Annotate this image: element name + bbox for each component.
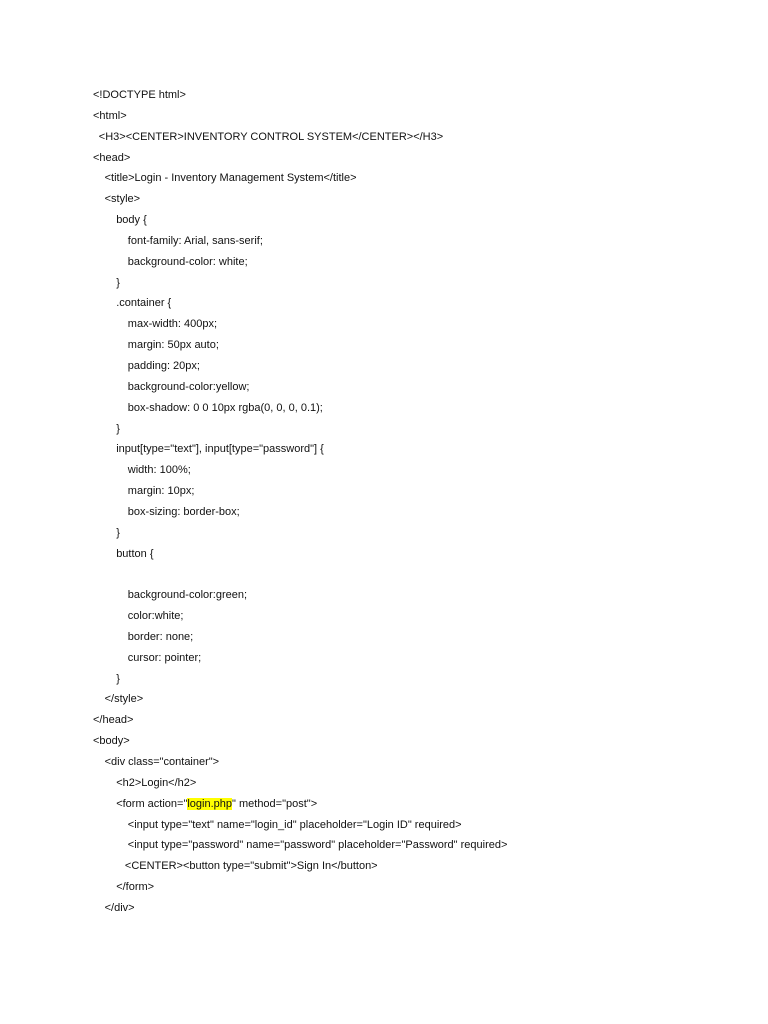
code-text: background-color: white; bbox=[127, 255, 248, 268]
code-text: <body> bbox=[93, 735, 130, 748]
code-text: } bbox=[116, 276, 120, 289]
code-text: width: 100%; bbox=[127, 464, 191, 477]
code-line bbox=[93, 314, 507, 335]
code-line bbox=[93, 523, 507, 544]
code-text: <div class="container"> bbox=[104, 756, 220, 768]
code-text: <style> bbox=[104, 193, 141, 206]
code-text: box-shadow: 0 0 10px rgba(0, 0, 0, 0.1); bbox=[127, 401, 323, 414]
code-text: color:white; bbox=[127, 610, 184, 623]
code-text: <input type="text" name="login_id" placeholder="Login ID" required> bbox=[127, 818, 462, 831]
code-text: <head> bbox=[93, 151, 131, 164]
code-text: <title>Login - Inventory Management System</title> bbox=[104, 172, 357, 185]
code-text: .container { bbox=[116, 297, 172, 310]
code-text: </form> bbox=[116, 881, 155, 894]
code-text: max-width: 400px; bbox=[127, 318, 218, 331]
code-text: margin: 10px; bbox=[127, 485, 195, 498]
code-line bbox=[93, 106, 507, 127]
code-line bbox=[93, 398, 507, 419]
code-line bbox=[93, 710, 507, 731]
code-text: <H3><CENTER>INVENTORY CONTROL SYSTEM</CENTER></H3> bbox=[98, 130, 444, 143]
code-line bbox=[93, 127, 507, 148]
code-text: <!DOCTYPE html> bbox=[93, 89, 186, 101]
code-text: button { bbox=[116, 547, 154, 560]
code-line bbox=[93, 231, 507, 252]
code-text: border: none; bbox=[127, 630, 194, 643]
code-line bbox=[93, 293, 507, 314]
code-line bbox=[93, 189, 507, 210]
code-text: } bbox=[116, 526, 120, 539]
code-line bbox=[93, 669, 507, 690]
code-line bbox=[93, 273, 507, 294]
code-text: <html> bbox=[93, 109, 127, 122]
code-text: background-color:yellow; bbox=[127, 380, 250, 393]
code-line bbox=[93, 773, 507, 794]
code-line bbox=[93, 168, 507, 189]
code-text: box-sizing: border-box; bbox=[127, 505, 240, 518]
code-line bbox=[93, 877, 507, 898]
code-line bbox=[93, 335, 507, 356]
code-line bbox=[93, 585, 507, 606]
code-line bbox=[93, 544, 507, 565]
code-text: <input type="password" name="password" placeholder="Password" required> bbox=[127, 839, 508, 852]
code-line bbox=[93, 689, 507, 710]
code-line bbox=[93, 481, 507, 502]
code-text: font-family: Arial, sans-serif; bbox=[127, 234, 263, 247]
code-line bbox=[93, 419, 507, 440]
code-text: </head> bbox=[93, 714, 134, 727]
code-line bbox=[93, 502, 507, 523]
code-line bbox=[93, 815, 507, 836]
code-text: " method="post"> bbox=[232, 797, 318, 810]
code-text: </style> bbox=[104, 693, 144, 706]
code-line bbox=[93, 377, 507, 398]
code-text: cursor: pointer; bbox=[127, 651, 202, 664]
code-line bbox=[93, 856, 507, 877]
code-line bbox=[93, 210, 507, 231]
code-text: </div> bbox=[104, 901, 135, 914]
code-text: input[type="text"], input[type="password"] { bbox=[116, 443, 324, 456]
code-line bbox=[93, 794, 507, 815]
code-text: } bbox=[116, 422, 120, 435]
code-line bbox=[93, 898, 507, 919]
highlighted-text: login.php bbox=[187, 797, 233, 810]
code-text: padding: 20px; bbox=[127, 359, 200, 372]
code-listing bbox=[93, 85, 507, 919]
code-text: <CENTER><button type="submit">Sign In</button> bbox=[124, 860, 378, 873]
code-line bbox=[93, 564, 507, 585]
code-text: <form action=" bbox=[116, 797, 188, 810]
code-line bbox=[93, 627, 507, 648]
code-line bbox=[93, 85, 507, 106]
code-text: <h2>Login</h2> bbox=[116, 776, 197, 789]
code-text: margin: 50px auto; bbox=[127, 339, 219, 352]
code-line bbox=[93, 731, 507, 752]
code-line bbox=[93, 606, 507, 627]
code-line bbox=[93, 752, 507, 773]
code-line bbox=[93, 439, 507, 460]
code-line bbox=[93, 252, 507, 273]
code-line bbox=[93, 460, 507, 481]
code-text: } bbox=[116, 672, 120, 685]
code-line bbox=[93, 148, 507, 169]
code-text: background-color:green; bbox=[127, 589, 248, 602]
code-line bbox=[93, 648, 507, 669]
code-line bbox=[93, 835, 507, 856]
code-line bbox=[93, 356, 507, 377]
code-text: body { bbox=[116, 214, 147, 227]
